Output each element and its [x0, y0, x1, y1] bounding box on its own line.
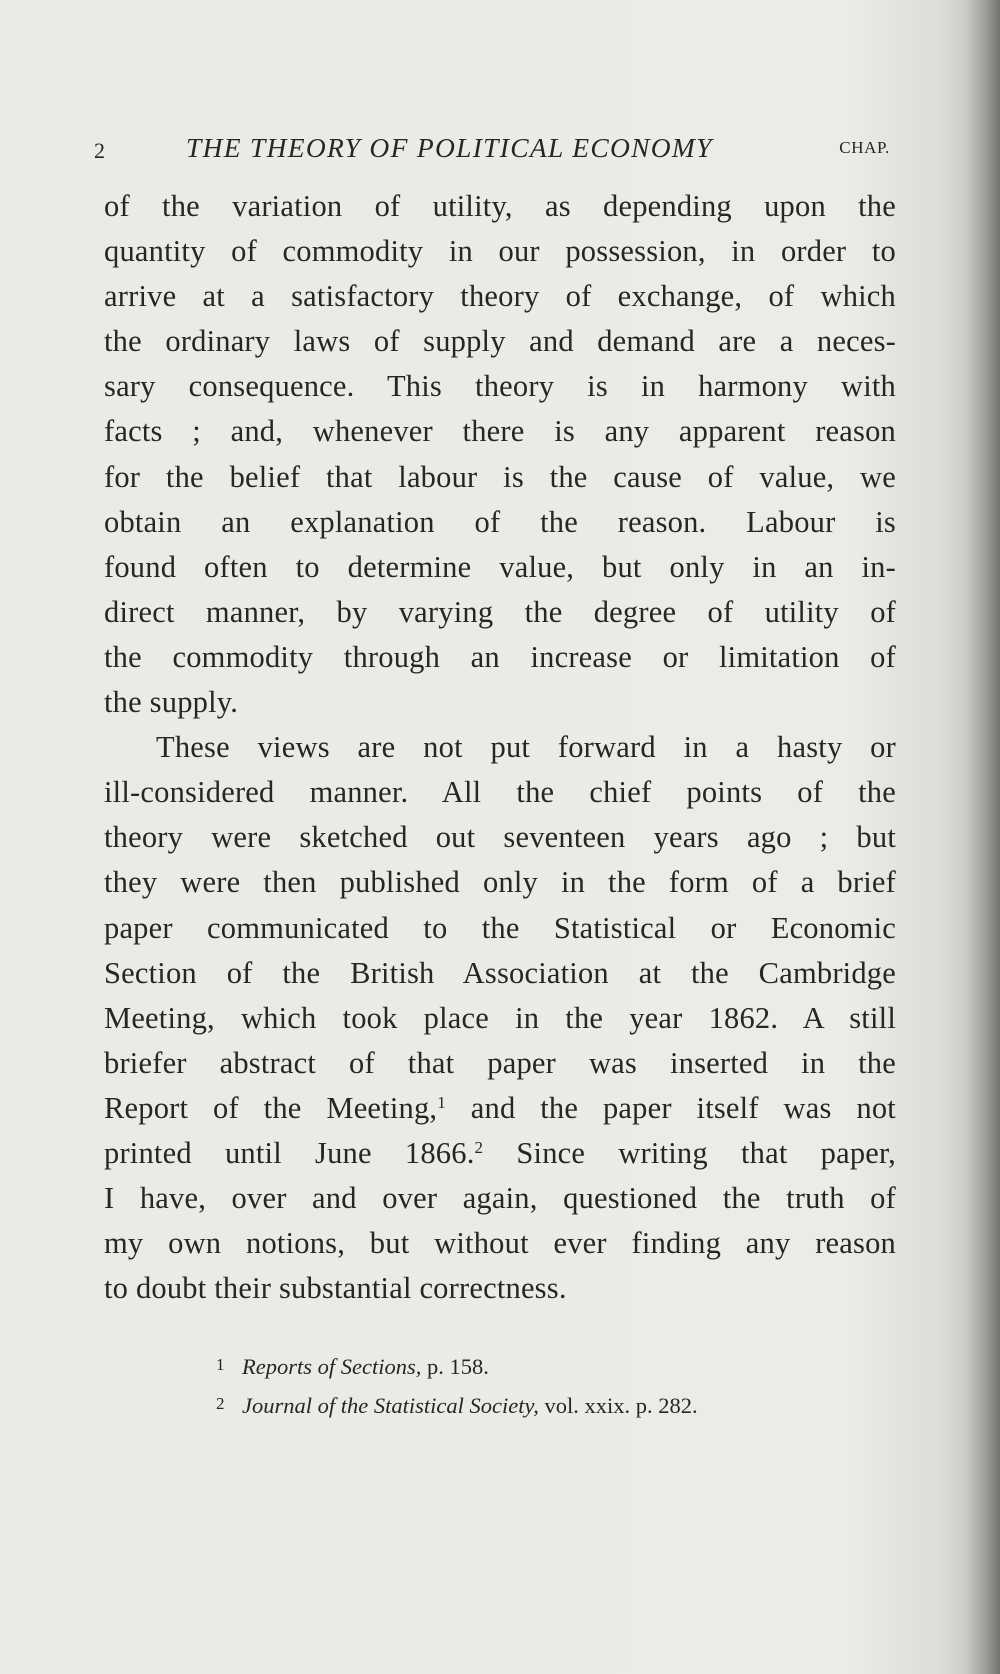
text-line: the ordinary laws of supply and demand are a neces-: [104, 324, 896, 359]
text-line: of the variation of utility, as depending upon the: [104, 189, 896, 223]
text-segment: and the paper itself was not: [445, 1090, 896, 1125]
page-edge-shadow: [966, 0, 1000, 1674]
text-line: I have, over and over again, questioned the truth of: [104, 1181, 896, 1216]
text-segment: printed until June 1866.: [104, 1135, 475, 1170]
text-line: obtain an explanation of the reason. Labour is: [104, 504, 896, 539]
text-line: sary consequence. This theory is in harmony with: [104, 369, 896, 404]
page-number: 2: [94, 138, 105, 163]
footnote: [216, 1385, 816, 1424]
text-line: arrive at a satisfactory theory of exchange, of which: [104, 279, 896, 314]
text-line: they were then published only in the form of a brief: [104, 865, 896, 900]
text-line: Meeting, which took place in the year 1862. A still: [104, 1000, 896, 1035]
text-segment: Report of the Meeting,: [104, 1090, 438, 1125]
footnote-source: Journal of the Statistical Society,: [242, 1393, 539, 1418]
text-line: [104, 1086, 896, 1131]
text-line: direct manner, by varying the degree of utility of: [104, 594, 896, 629]
footnote-marker: 1: [437, 1092, 446, 1112]
text-line: the commodity through an increase or limitation of: [104, 639, 896, 674]
footnote-number: 2: [216, 1394, 225, 1413]
text-line: ill-considered manner. All the chief points of the: [104, 775, 896, 810]
footnote-detail: p. 158.: [421, 1354, 489, 1379]
text-line: quantity of commodity in our possession, in order to: [104, 234, 896, 269]
text-line: found often to determine value, but only in an in-: [104, 549, 896, 584]
text-line: paper communicated to the Statistical or Economic: [104, 910, 896, 945]
text-line: facts ; and, whenever there is any apparent reason: [104, 414, 896, 449]
text-line: for the belief that labour is the cause of value, we: [104, 459, 896, 494]
text-line: [104, 1131, 896, 1176]
footnote-marker: 2: [474, 1137, 484, 1157]
running-head: [94, 132, 890, 166]
text-line: Section of the British Association at the Cambridge: [104, 955, 896, 990]
chapter-label: CHAP.: [839, 138, 890, 157]
footnote-source: Reports of Sections,: [242, 1354, 422, 1379]
body-text: [104, 184, 896, 1311]
footnote-detail: vol. xxix. p. 282.: [538, 1393, 698, 1418]
footnote: [216, 1346, 816, 1385]
running-title: THE THEORY OF POLITICAL ECONOMY: [186, 132, 713, 163]
text-line: to doubt their substantial correctness.: [104, 1271, 567, 1306]
footnotes: [216, 1346, 816, 1424]
footnote-number: 1: [216, 1355, 225, 1374]
text-line: These views are not put forward in a hasty or: [156, 730, 896, 765]
text-line: theory were sketched out seventeen years ago ; but: [104, 820, 896, 855]
text-line: the supply.: [104, 685, 239, 720]
text-segment: Since writing that paper,: [483, 1135, 897, 1170]
text-line: my own notions, but without ever finding any reason: [104, 1226, 896, 1261]
text-line: briefer abstract of that paper was inserted in the: [104, 1045, 896, 1080]
